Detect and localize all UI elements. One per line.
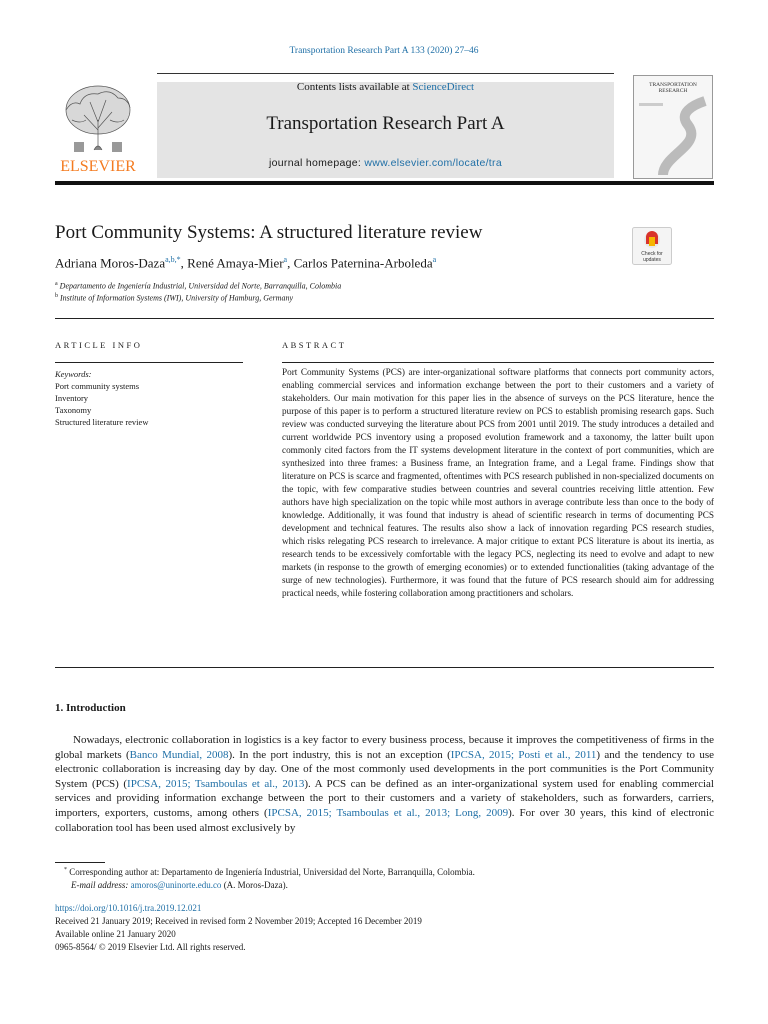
check-for-updates-button[interactable] (632, 227, 672, 265)
email-note: E-mail address: amoros@uninorte.edu.co (A. Moros-Daza). (71, 880, 288, 890)
introduction-paragraph: Nowadays, electronic collaboration in logistics is a key factor to every business process, because it improves the competitiveness of firms in the global markets (Banco Mundial, 2008). In the port industry, this is not an exception (IPCSA, 2015; Posti et al., 2011) and the tendency to use electronic collaboration is increasing day by day. One of the most commonly used developments in the port communities is the Port Community System (PCS) (IPCSA, 2015; Tsamboulas et al., 2013). A PCS can be defined as an inter-organizational system used for enabling commercial services and providing information exchange between the port to their customers and a variety of stakeholders, such as forwarders, carriers, importers, exporters, customs, among others (IPCSA, 2015; Tsamboulas et al., 2013; Long, 2009). For over 30 years, this kind of electronic collaboration tool has been used almost exclusively by (55, 734, 715, 834)
affiliation-b: $^b$ Institute of Information Systems (IWI), University of Hamburg, Germany (55, 293, 293, 303)
reference-link[interactable]: IPCSA, 2015; Tsamboulas et al., 2013; Long, 2009 (267, 806, 509, 819)
keyword-item: Taxonomy (55, 405, 92, 415)
keyword-item: Port community systems (55, 381, 140, 391)
reference-link[interactable]: IPCSA, 2015; Posti et al., 2011 (450, 748, 597, 761)
author-affil-sup[interactable]: a (432, 255, 437, 264)
reference-link[interactable]: IPCSA, 2015; Tsamboulas et al., 2013 (127, 777, 305, 790)
keyword-item: Inventory (55, 393, 89, 403)
received-dates: Received 21 January 2019; Received in revised form 2 November 2019; Accepted 16 December 2019 (55, 916, 422, 926)
contents-line: Contents lists available at ScienceDirect (296, 81, 475, 93)
top-rule (157, 73, 614, 74)
check-updates-icon (632, 227, 672, 265)
author-name: Adriana Moros-Daza (55, 255, 166, 271)
journal-homepage: journal homepage: www.elsevier.com/locate/tra (269, 157, 502, 169)
svg-text:Check for: Check for (641, 251, 663, 257)
journal-title: Transportation Research Part A (266, 113, 505, 134)
affiliation-a: $^a$ Departamento de Ingeniería Industrial, Universidad del Norte, Barranquilla, Colombia (55, 281, 342, 291)
article-info-heading: ARTICLE INFO (55, 340, 143, 350)
homepage-link[interactable]: www.elsevier.com/locate/tra (364, 157, 502, 169)
author-list: Adriana Moros-Daza$^{a,b,*}$, René Amaya-Mier$^a$, Carlos Paternina-Arboleda$^a$ (55, 255, 437, 271)
svg-text:updates: updates (643, 257, 661, 263)
abstract-rule (282, 362, 714, 363)
keywords-label: Keywords: (55, 369, 92, 379)
paper-title: Port Community Systems: A structured literature review (55, 222, 483, 243)
journal-citation[interactable]: Transportation Research Part A 133 (2020) 27–46 (289, 46, 479, 56)
section-heading-introduction: 1. Introduction (55, 702, 126, 714)
elsevier-tree-icon (54, 80, 142, 175)
svg-text:RESEARCH: RESEARCH (658, 88, 688, 94)
abstract-heading: ABSTRACT (282, 340, 347, 350)
abstract-bottom-rule (55, 667, 714, 668)
section-rule (55, 318, 714, 319)
elsevier-logo[interactable] (54, 80, 142, 175)
svg-text:ELSEVIER: ELSEVIER (60, 158, 136, 175)
author-affil-sup[interactable]: a,b,* (165, 255, 181, 264)
journal-cover-thumbnail[interactable] (633, 75, 713, 179)
doi-link[interactable]: https://doi.org/10.1016/j.tra.2019.12.021 (55, 903, 202, 913)
reference-link[interactable]: Banco Mundial, 2008 (129, 748, 229, 761)
footnote-rule (55, 862, 105, 863)
copyright: 0965-8564/ © 2019 Elsevier Ltd. All rights reserved. (55, 942, 246, 952)
abstract-text: Port Community Systems (PCS) are inter-organizational software platforms that connects port community actors, enabling commercial services and information exchange between the port to their customers and a variety of stakeholders. Our main motivation for this paper lies in the absence of surveys on the PCS literature, hence the purpose of this paper is to perform a structured literature review on PCS to establish promising research gaps. Such review was conducted surveying the literature about PCS from 2001 until 2019. The study introduces a detailed and current worldwide PCS inventory using a proposed evolution framework and a taxonomy, the latter built upon commonly cited factors from the IT systems development literature in the context of port communities, which are synthesized into three frames: a Business frame, an Integration frame, and a Legal frame. Findings show that literature on PCS is scarce and fragmented, oftentimes with PCS research published in non-specialized documents on the topic, with few comparative studies between countries and several countries receiving little attention. Few authors have high specialization on the topic while most authors in average contribute less than once to the body of knowledge. Additionally, it was found that industry is ahead of scientific research in terms of documenting PCS development and technical features. The results also show a lack of innovation regarding PCS research studies, which risks relegating PCS research to irrelevance. A major critique to extant PCS literature is about its inertia, as research tends to be excessively comfortable with the legacy PCS, neglecting its need to evolve and adapt to new markets (in response to the growth of emerging economies) or to extended functionalities (taking advantage of the surge of new technologies). Furthermore, it was found that the future of PCS research should aim for addressing practical needs, while fostering collaboration among practitioners and scholars. (282, 367, 714, 598)
author-affil-sup[interactable]: a (283, 255, 288, 264)
header-thick-rule (55, 181, 714, 185)
corresponding-author-note: * Corresponding author at: Departamento de Ingeniería Industrial, Universidad del Norte, Barranquilla, Colombia. (64, 867, 475, 877)
author-name: Carlos Paternina-Arboleda (293, 255, 433, 271)
keyword-item: Structured literature review (55, 417, 149, 427)
svg-text:TRANSPORTATION: TRANSPORTATION (649, 82, 697, 88)
available-online: Available online 21 January 2020 (55, 929, 176, 939)
author-name: René Amaya-Mier (187, 255, 284, 271)
article-info-rule (55, 362, 243, 363)
sciencedirect-link[interactable]: ScienceDirect (412, 81, 475, 93)
email-link[interactable]: amoros@uninorte.edu.co (130, 880, 222, 890)
